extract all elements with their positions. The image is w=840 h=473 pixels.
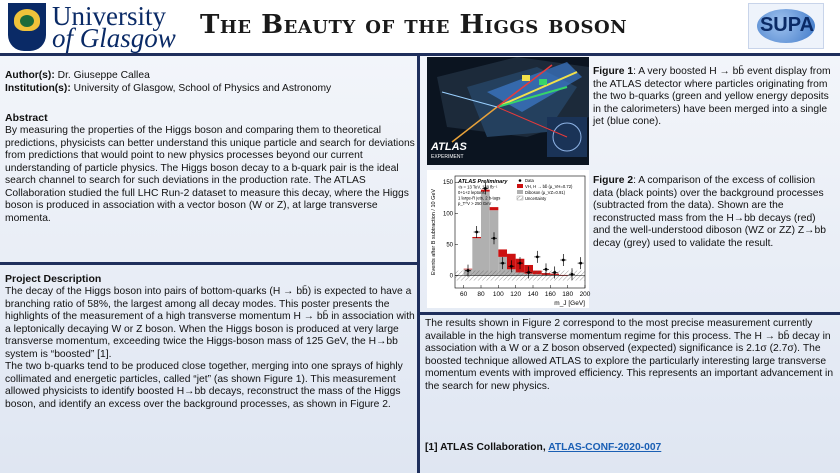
figure2-plot [427,170,589,308]
header-line: √s = 13 TeV, 139 fb⁻¹ [458,184,498,190]
x-axis-label: m_J [GeV] [554,300,585,307]
data-point [519,262,522,265]
crest-icon [8,3,46,51]
legend-label: Diboson (μ_VZ=0.91) [525,190,566,195]
author-value: Dr. Giuseppe Callea [57,70,150,81]
header-line: ATLAS Preliminary [458,179,508,185]
data-point [553,271,556,274]
x-tick-label: 60 [460,291,468,298]
data-point [467,269,470,272]
mass-distribution-chart [427,170,589,308]
atlas-logo-text: ATLAS [431,141,467,153]
y-tick-label: 0 [449,273,453,280]
reference [425,442,835,455]
university-logo[interactable] [8,3,178,51]
header-line: 1 large-R jets, 2 b-tags [458,195,501,201]
figure2-caption [593,175,833,250]
legend-label: Data [525,178,534,183]
project-paragraph-1: The decay of the Higgs boson into pairs of bottom-quarks (H → bb̄) is expected to have a branching ratio of 58%, the largest among all decay modes. This poster presents the highlights of the measurement of a high transverse momentum H → bb̄ in association with a leptonically decaying W or Z boson. When the Higgs boson is produced at very large transverse momentum, exceeding twice the Higgs-boson mass of 125 GeV, the H→bb system is “boosted” [1]. [5,286,415,360]
header-divider [0,53,840,56]
x-tick-label: 100 [492,291,504,298]
institution-label: Institution(s): [5,82,71,94]
data-point [493,237,496,240]
reference-label: [1] ATLAS Collaboration, [425,442,549,453]
data-point [536,255,539,258]
y-tick-label: 100 [442,211,453,218]
diboson-bar [472,238,481,275]
vh-bar [490,207,499,210]
university-name-line2: of Glasgow [52,23,176,53]
authors-block [5,70,415,95]
y-axis-label: Events after B subtraction / 10 GeV [431,188,437,276]
poster-title: The Beauty of the Higgs boson [200,10,628,40]
data-point [510,265,513,268]
header-line: p_T^V > 250 GeV [458,201,492,206]
data-point [562,259,565,262]
supa-logo-text: SUPA [759,14,815,36]
abstract-heading: Abstract [5,112,48,124]
vh-bar [498,249,507,256]
figure1-caption-text: : A very boosted H → bb̄ event display from the ATLAS detector where particles originating from the two b-quarks (green and yellow energy deposits in the calorimeters) have been merged into a single jet (blue cone). [593,66,831,127]
header-line: 0+1+2 leptons [458,190,485,195]
legend-swatch [517,196,523,200]
results-body: The results shown in Figure 2 correspond to the most precise measurement currently available in the high transverse momentum regime for this process. The H → bb̄ decay in association with a W or a Z boson observed (expected) significance is 2.1σ (2.7σ). The boosted technique allowed ATLAS to explore the particularly interesting large transverse momentum events with improved efficiency. This represents an important advancement in the search for new physics. [425,318,834,392]
data-point [571,273,574,276]
x-tick-label: 120 [510,291,522,298]
legend-swatch [517,184,523,188]
x-tick-label: 140 [527,291,539,298]
header [0,0,840,55]
project-heading: Project Description [5,273,102,285]
data-point [475,231,478,234]
reference-link[interactable]: ATLAS-CONF-2020-007 [548,442,662,453]
right-section-divider [418,312,840,315]
legend-label: Uncertainty [525,196,547,201]
x-tick-label: 80 [477,291,485,298]
project-paragraph-2: The two b-quarks tend to be produced close together, merging into one sprays of highly collimated and energetic particles, called “jet” (as shown Figure 1). This measurement allowed physicists to identify boosted H→bb decays, reconstruct the mass of the Higgs boson, and identify an excess over the background processes, as shown in Figure 2. [5,361,403,410]
x-tick-label: 160 [544,291,556,298]
atlas-logo-sub: EXPERIMENT [431,154,464,160]
left-section-divider [0,262,418,265]
legend-label: VH, H → bb̄ (μ_VH=0.72) [525,184,573,189]
x-tick-label: 200 [579,291,591,298]
y-tick-label: 50 [446,242,453,249]
legend-swatch [517,190,523,194]
data-point [545,268,548,271]
figure1-caption [593,66,833,129]
project-body [5,286,415,411]
author-label: Author(s): [5,70,55,81]
institution-value: University of Glasgow, School of Physics and Astronomy [73,82,332,94]
data-point [579,262,582,265]
figure1-label: Figure 1 [593,66,634,77]
figure2-caption-text: : A comparison of the excess of collision data (black points) over the background processes (subtracted from the data). Shown are the reconstructed mass from the H→bb decays (red) and the well-understood diboson (WZ or ZZ) Z→bb decay (grey) used to validate the result. [593,175,826,249]
data-point [527,271,530,274]
supa-logo[interactable] [748,3,824,49]
data-point [501,262,504,265]
x-tick-label: 180 [562,291,574,298]
abstract-body: By measuring the properties of the Higgs boson and comparing them to theoretical predictions, physicists can better understand this unique particle and search for deviations from predictions that would point to new physics processes beyond our current understanding of particle physics. The Higgs boson decay to a b-quark pair is the ideal search channel to search for such deviations in the production rate. The ATLAS Collaboration studied the full LHC Run-2 dataset to measure this decay, where the Higgs boson is produced in association with a vector boson (W or Z), at large transverse momenta. [5,125,415,224]
university-name-line1: University [52,1,166,31]
legend-swatch [519,179,522,182]
y-tick-label: 150 [442,180,453,187]
figure1-event-display [427,57,589,165]
figure2-label: Figure 2 [593,175,634,186]
